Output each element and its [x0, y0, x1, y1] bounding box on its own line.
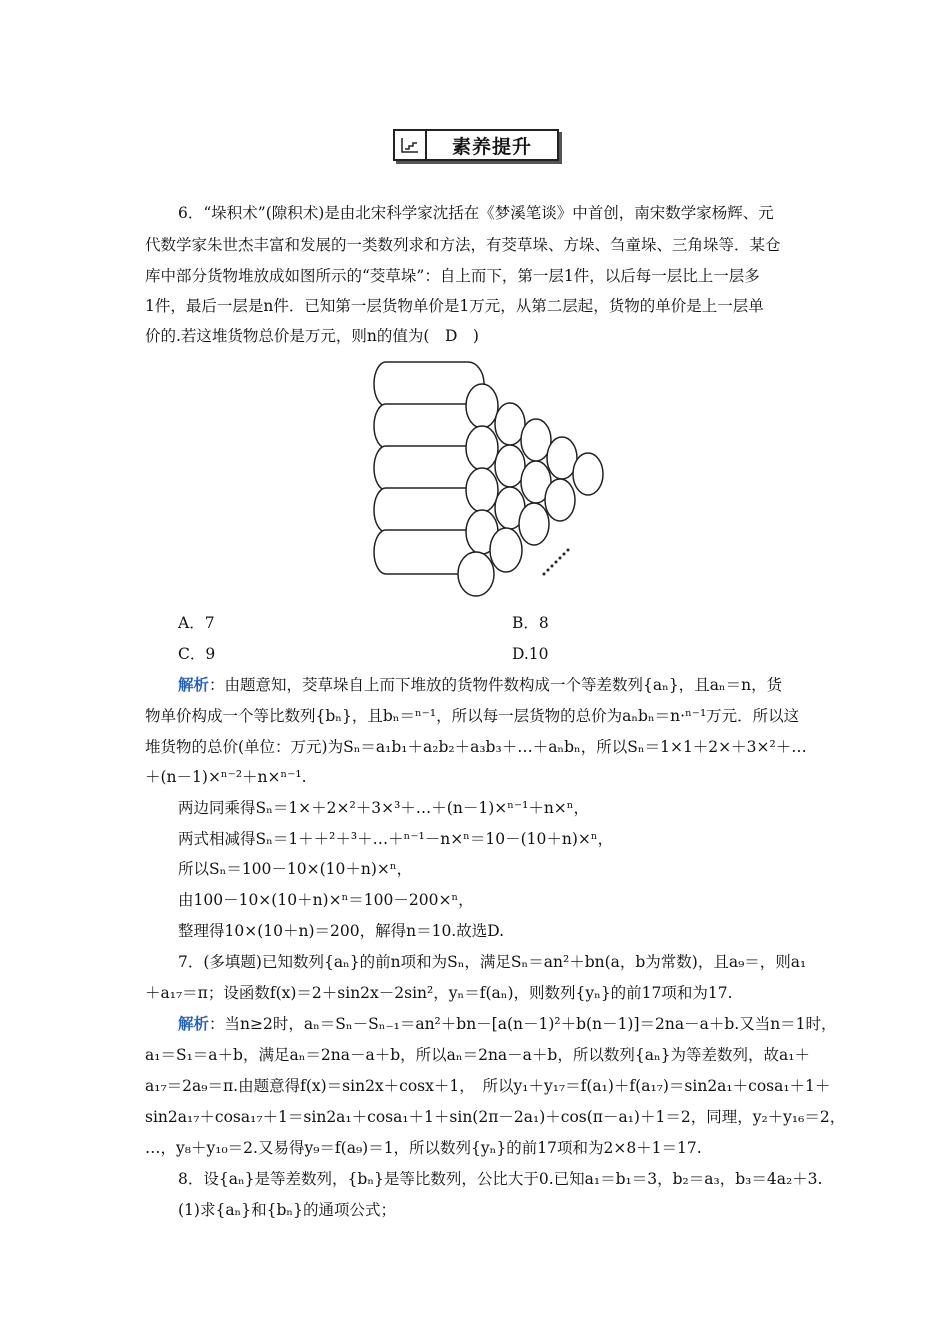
q6-line-1: 6．“垛积术”(隙积术)是由北宋科学家沈括在《梦溪笔谈》中首创，南宋数学家杨辉、元 — [178, 204, 774, 222]
q7-solution-text-1: ：当n≥2时，aₙ＝Sₙ－Sₙ₋₁＝an²＋bn－[a(n－1)²＋b(n－1)]＝2na－a＋b.又当n＝1时， — [209, 1015, 837, 1033]
q6-solution-line-5: 两边同乘得Sₙ＝1×＋2×²＋3×³＋…＋(n－1)×ⁿ⁻¹＋n×ⁿ， — [178, 799, 590, 817]
solution-label: 解析 — [178, 1014, 210, 1033]
q6-line-3: 库中部分货物堆放成如图所示的“茭草垛”：自上而下，第一层1件，以后每一层比上一层多 — [145, 267, 760, 285]
q6-solution-line-4: ＋(n－1)×ⁿ⁻²＋n×ⁿ⁻¹. — [145, 768, 307, 786]
q8-line-1: 8．设{aₙ}是等差数列，{bₙ}是等比数列，公比大于0.已知a₁＝b₁＝3，b₂＝a₃，b₃＝4a₂＋3. — [178, 1170, 823, 1188]
q7-solution-line-5: …，y₈＋y₁₀＝2.又易得y₉＝f(a₉)＝1，所以数列{yₙ}的前17项和为2×8＋1＝17. — [145, 1139, 702, 1157]
option-a: A．7 — [178, 614, 215, 632]
q7-line-2: ＋a₁₇＝π；设函数f(x)＝2＋sin2x－2sin²，yₙ＝f(aₙ)，则数列{yₙ}的前17项和为17. — [145, 984, 733, 1002]
q6-solution-line-2: 物单价构成一个等比数列{bₙ}，且bₙ＝ⁿ⁻¹，所以每一层货物的总价为aₙbₙ＝n·ⁿ⁻¹万元．所以这 — [145, 707, 800, 725]
q6-solution-line-1 — [178, 675, 782, 695]
section-title: 素养提升 — [451, 135, 532, 158]
q6-solution-line-8: 由100－10×(10＋n)×ⁿ＝100－200×ⁿ， — [178, 891, 474, 909]
q7-line-1: 7．(多填题)已知数列{aₙ}的前n项和为Sₙ，满足Sₙ＝an²＋bn(a，b为常数)，且a₉＝，则a₁ — [178, 953, 807, 971]
steps-icon — [395, 131, 427, 159]
option-c: C．9 — [178, 645, 216, 663]
q6-line-4: 1件，最后一层是n件．已知第一层货物单价是1万元，从第二层起，货物的单价是上一层单 — [145, 297, 764, 315]
stacked-pipes-figure — [372, 356, 607, 601]
q6-line-5: 价的.若这堆货物总价是万元，则n的值为( D ) — [145, 327, 479, 345]
section-header — [393, 129, 559, 161]
q6-solution-line-6: 两式相减得Sₙ＝1＋＋²＋³＋…＋ⁿ⁻¹－n×ⁿ＝10－(10＋n)×ⁿ， — [178, 830, 614, 848]
option-d: D.10 — [512, 645, 549, 663]
q6-solution-line-7: 所以Sₙ＝100－10×(10＋n)×ⁿ， — [178, 860, 413, 878]
q7-solution-line-4: sin2a₁₇＋cosa₁₇＋1＝sin2a₁＋cosa₁＋1＋sin(2π－2a₁)＋cos(π－a₁)＋1＝2，同理，y₂＋y₁₆＝2， — [145, 1108, 846, 1126]
q6-line-2: 代数学家朱世杰丰富和发展的一类数列求和方法，有茭草垛、方垛、刍童垛、三角垛等．某仓 — [145, 236, 781, 254]
solution-label: 解析 — [178, 675, 210, 694]
q6-solution-text-1: ：由题意知，茭草垛自上而下堆放的货物件数构成一个等差数列{aₙ}，且aₙ＝n，货 — [209, 676, 783, 694]
q6-solution-line-9: 整理得10×(10＋n)＝200，解得n＝10.故选D. — [178, 922, 505, 940]
q7-solution-line-2: a₁＝S₁＝a＋b，满足aₙ＝2na－a＋b，所以aₙ＝2na－a＋b，所以数列{aₙ}为等差数列，故a₁＋ — [145, 1046, 810, 1064]
q7-solution-line-3: a₁₇＝2a₉＝π.由题意得f(x)＝sin2x＋cosx＋1， 所以y₁＋y₁₇＝f(a₁)＋f(a₁₇)＝sin2a₁＋cosa₁＋1＋ — [145, 1077, 831, 1095]
q8-line-2: (1)求{aₙ}和{bₙ}的通项公式； — [178, 1201, 396, 1219]
q6-solution-line-3: 堆货物的总价(单位：万元)为Sₙ＝a₁b₁＋a₂b₂＋a₃b₃＋…＋aₙbₙ，所以Sₙ＝1×1＋2×＋3×²＋… — [145, 738, 807, 756]
q7-solution-line-1 — [178, 1014, 837, 1034]
option-b: B．8 — [512, 614, 549, 632]
